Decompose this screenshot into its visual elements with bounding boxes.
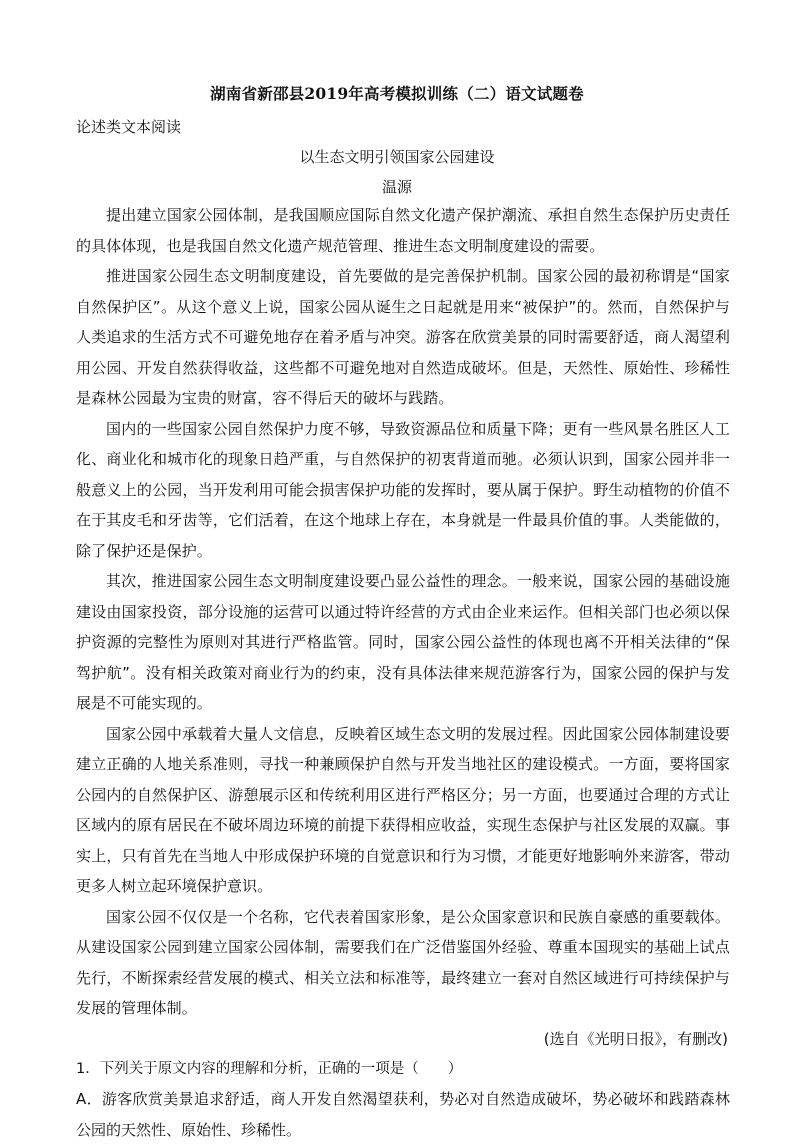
question-1: 1．下列关于原文内容的理解和分析，正确的一项是（ ）	[76, 1061, 463, 1077]
article-title: 以生态文明引领国家公园建设	[299, 148, 495, 166]
paragraph-1: 提出建立国家公园体制，是我国顺应国际自然文化遗产保护潮流、承担自然生态保护历史责任的具体体现，也是我国自然文化遗产规范管理、推进生态文明制度建设的需要。	[76, 206, 730, 255]
paragraph-3: 国内的一些国家公园自然保护力度不够，导致资源品位和质量下降；更有一些风景名胜区人工化、商业化和城市化的现象日趋严重，与自然保护的初衷背道而驰。必须认识到，国家公园并非一般意义上的公园，当开发利用可能会损害保护功能的发挥时，要从属于保护。野生动植物的价值不在于其皮毛和牙齿等，它们活着，在这个地球上存在，本身就是一件最具价值的事。人类能做的，除了保护还是保护。	[76, 419, 730, 560]
exam-title: 湖南省新邵县2019年高考模拟训练（二）语文试题卷	[210, 84, 584, 103]
source-note: (选自《光明日报》，有删改)	[543, 1029, 728, 1048]
paragraph-2: 推进国家公园生态文明制度建设，首先要做的是完善保护机制。国家公园的最初称谓是“国家自然保护区”。从这个意义上说，国家公园从诞生之日起就是用来“被保护”的。然而，自然保护与人类追求的生活方式不可避免地存在着矛盾与冲突。游客在欣赏美景的同时需要舒适，商人渴望利用公园、开发自然获得收益，这些都不可避免地对自然造成破坏。但是，天然性、原始性、珍稀性是森林公园最为宝贵的财富，容不得后天的破坏与践踏。	[76, 267, 730, 407]
paragraph-5: 国家公园中承载着大量人文信息，反映着区域生态文明的发展过程。因此国家公园体制建设要建立正确的人地关系准则，寻找一种兼顾保护自然与开发当地社区的建设模式。一方面，要将国家公园内的自然保护区、游憩展示区和传统利用区进行严格区分；另一方面，也要通过合理的方式让区域内的原有居民在不破坏周边环境的前提下获得相应收益，实现生态保护与社区发展的双赢。事实上，只有首先在当地人中形成保护环境的自觉意识和行为习惯，才能更好地影响外来游客，带动更多人树立起环境保护意识。	[76, 724, 730, 895]
option-a: A．游客欣赏美景追求舒适，商人开发自然渴望获利，势必对自然造成破坏，势必破坏和践踏森林公园的天然性、原始性、珍稀性。	[76, 1090, 730, 1139]
paragraph-6: 国家公园不仅仅是一个名称，它代表着国家形象，是公众国家意识和民族自豪感的重要载体。从建设国家公园到建立国家公园体制，需要我们在广泛借鉴国外经验、尊重本国现实的基础上试点先行，不断探索经营发展的模式、相关立法和标准等，最终建立一套对自然区域进行可持续保护与发展的管理体制。	[76, 907, 730, 1017]
article-body	[76, 200, 730, 1145]
section-label: 论述类文本阅读	[76, 118, 182, 136]
paragraph-4: 其次，推进国家公园生态文明制度建设要凸显公益性的理念。一般来说，国家公园的基础设施建设由国家投资，部分设施的运营可以通过特许经营的方式由企业来运作。但相关部门也必须以保护资源的完整性为原则对其进行严格监管。同时，国家公园公益性的体现也离不开相关法律的“保驾护航”。没有相关政策对商业行为的约束，没有具体法律来规范游客行为，国家公园的保护与发展是不可能实现的。	[76, 572, 730, 712]
article-author: 温源	[381, 178, 412, 196]
